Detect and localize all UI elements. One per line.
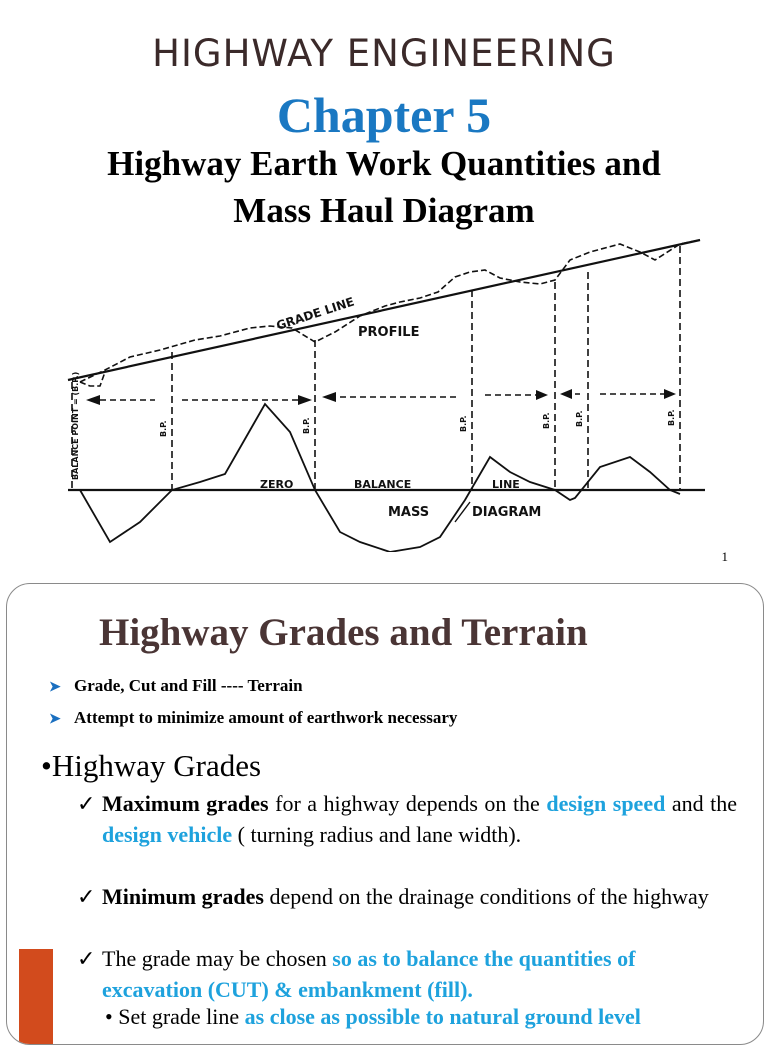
slide-2 bbox=[6, 583, 764, 1045]
profile-label: PROFILE bbox=[358, 325, 420, 340]
chapter-heading: Chapter 5 bbox=[276, 87, 492, 143]
bp-label: B.P. bbox=[302, 417, 311, 434]
mass-label: MASS bbox=[388, 505, 430, 520]
arrow-bullet-icon: ➤ bbox=[49, 712, 61, 727]
grade-line-label: GRADE LINE bbox=[274, 294, 357, 333]
bp-label: B.P. bbox=[159, 420, 168, 437]
checkmark-icon: ✓ bbox=[77, 791, 96, 816]
checkmark-icon: ✓ bbox=[77, 946, 96, 971]
check-item: ✓ The grade may be chosen so as to balance the quantities of excavation (CUT) & embankment (fill). bbox=[77, 943, 737, 1005]
arrow-point: ➤ Grade, Cut and Fill ---- Terrain bbox=[49, 676, 303, 695]
bp-label: B.P. bbox=[459, 415, 468, 432]
line-label: LINE bbox=[492, 478, 520, 491]
accent-bar bbox=[19, 949, 53, 1045]
check-item: ✓ Minimum grades depend on the drainage conditions of the highway bbox=[77, 881, 737, 912]
bullet-heading: •Highway Grades bbox=[41, 748, 262, 783]
arrow-point: ➤ Attempt to minimize amount of earthwork necessary bbox=[49, 708, 458, 727]
page-number: 1 bbox=[721, 549, 728, 564]
bp-label: B.P. bbox=[542, 412, 551, 429]
sub-bullet: • Set grade line as close as possible to natural ground level bbox=[105, 1004, 641, 1029]
checkmark-icon: ✓ bbox=[77, 884, 96, 909]
check-item: ✓ Maximum grades for a highway depends on the design speed and the design vehicle ( turning radius and lane width). bbox=[77, 788, 737, 850]
diagram-label: DIAGRAM bbox=[472, 505, 542, 520]
balance-point-label: BALANCE POINT = (B.P.) bbox=[71, 371, 80, 480]
bp-label: B.P. bbox=[575, 410, 584, 427]
slide-title: Highway Grades and Terrain bbox=[99, 611, 588, 654]
grade-line bbox=[68, 240, 700, 380]
chapter-title-line-2: Mass Haul Diagram bbox=[233, 191, 535, 230]
zero-label: ZERO bbox=[260, 478, 294, 491]
balance-label: BALANCE bbox=[354, 478, 412, 491]
mass-haul-diagram bbox=[60, 232, 710, 552]
bp-label: B.P. bbox=[667, 409, 676, 426]
arrow-bullet-icon: ➤ bbox=[49, 680, 61, 695]
course-subtitle: HIGHWAY ENGINEERING bbox=[152, 32, 616, 75]
chapter-title-line-1: Highway Earth Work Quantities and bbox=[107, 144, 661, 183]
